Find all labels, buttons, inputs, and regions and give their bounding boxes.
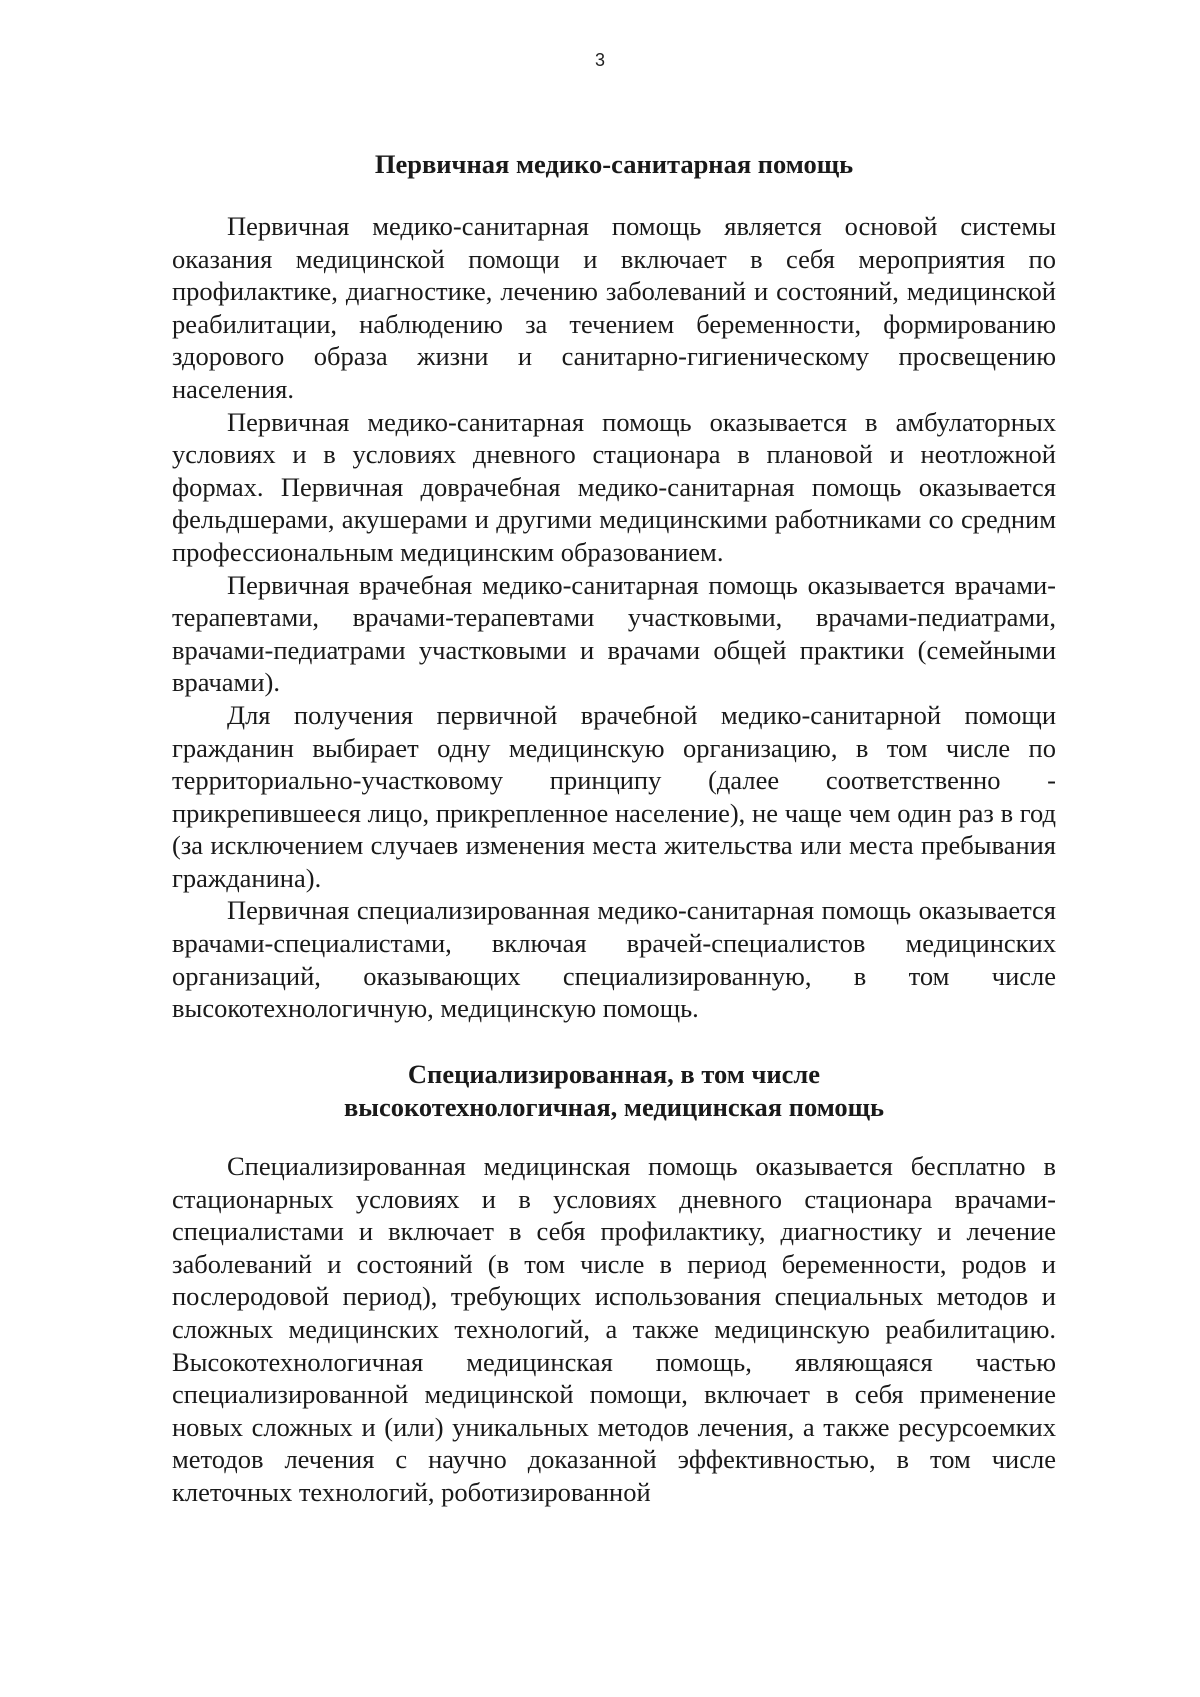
heading-line: Специализированная, в том числе (407, 1059, 821, 1089)
section-body-primary-care (172, 210, 1056, 1025)
paragraph: Первичная врачебная медико-санитарная помощь оказывается врачами-терапевтами, врачами-терапевтами участковыми, врачами-педиатрами, врачами-педиатрами участковыми и врачами общей практики (семейными врачами). (172, 569, 1056, 698)
paragraph: Специализированная медицинская помощь оказывается бесплатно в стационарных условиях и в условиях дневного стационара врачами-специалистами и включает в себя профилактику, диагностику и лечение заболеваний и состояний (в том числе в период беременности, родов и послеродовой период), требующих использования специальных методов и сложных медицинских технологий, а также медицинскую реабилитацию. Высокотехнологичная медицинская помощь, являющаяся частью специализированной медицинской помощи, включает в себя применение новых сложных и (или) уникальных методов лечения, а также ресурсоемких методов лечения с научно доказанной эффективностью, в том числе клеточных технологий, роботизированной (172, 1151, 1056, 1507)
paragraph: Первичная медико-санитарная помощь является основой системы оказания медицинской помощи и включает в себя мероприятия по профилактике, диагностике, лечению заболеваний и состояний, медицинской реабилитации, наблюдению за течением беременности, формированию здорового образа жизни и санитарно-гигиеническому просвещению населения. (172, 211, 1056, 404)
section-heading-specialized-care (172, 1058, 1056, 1123)
paragraph: Для получения первичной врачебной медико-санитарной помощи гражданин выбирает одну медицинскую организацию, в том числе по территориально-участковому принципу (далее соответственно - прикрепившееся лицо, прикрепленное население), не чаще чем один раз в год (за исключением случаев изменения места жительства или места пребывания гражданина). (172, 699, 1056, 893)
paragraph: Первичная специализированная медико-санитарная помощь оказывается врачами-специалистами, включая врачей-специалистов медицинских организаций, оказывающих специализированную, в том числе высокотехнологичную, медицинскую помощь. (172, 895, 1056, 1024)
section-body-specialized-care (172, 1150, 1056, 1509)
paragraph: Первичная медико-санитарная помощь оказывается в амбулаторных условиях и в условиях дневного стационара в плановой и неотложной формах. Первичная доврачебная медико-санитарная помощь оказывается фельдшерами, акушерами и другими медицинскими работниками со средним профессиональным медицинским образованием. (172, 406, 1056, 567)
heading-line: высокотехнологичная, медицинская помощь (343, 1091, 885, 1122)
section-heading-primary-care: Первичная медико-санитарная помощь (374, 149, 854, 179)
page-number: 3 (594, 50, 605, 70)
